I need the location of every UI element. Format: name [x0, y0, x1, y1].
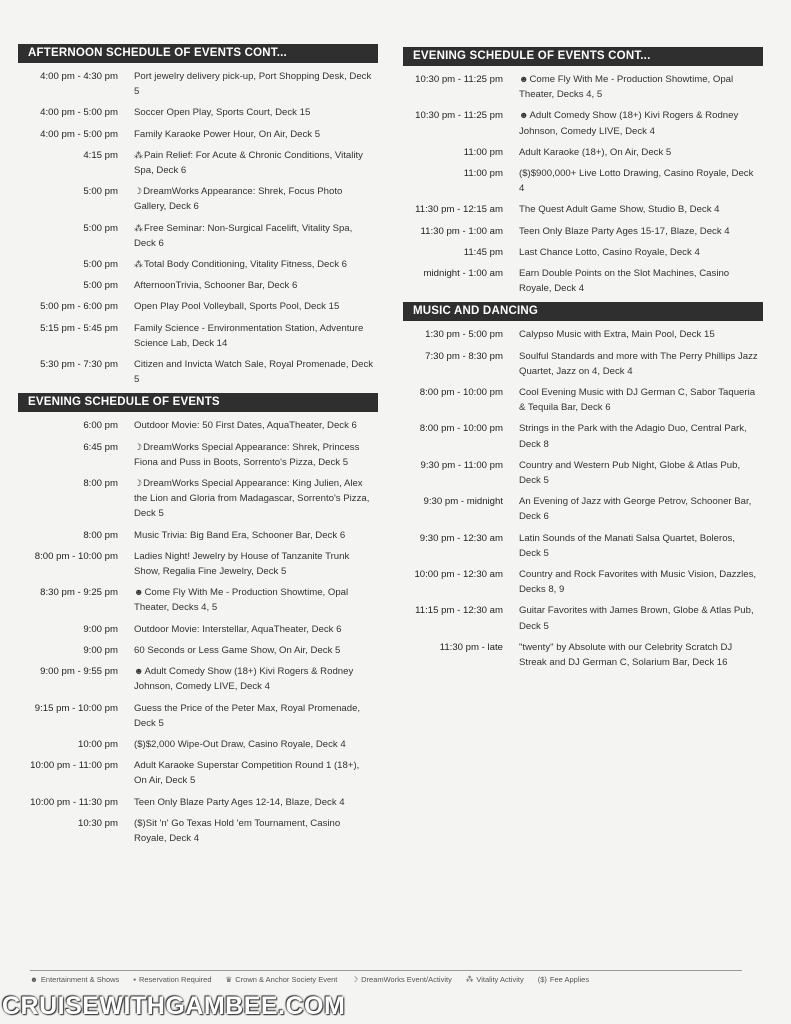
event-description	[519, 224, 763, 239]
event-description	[134, 643, 378, 658]
legend-item	[466, 975, 524, 984]
event-row	[403, 385, 763, 415]
event-description	[134, 257, 378, 272]
event-description	[134, 549, 378, 579]
event-text: ($)Sit 'n' Go Texas Hold 'em Tournament, Casino Royale, Deck 4	[134, 817, 341, 844]
legend-item	[133, 975, 211, 984]
event-row	[18, 278, 378, 293]
event-description	[134, 585, 378, 615]
event-category-icon: ⁂	[134, 259, 143, 270]
legend-icon: ♛	[225, 975, 233, 984]
event-category-icon: ⁂	[134, 222, 143, 233]
event-row	[18, 357, 378, 387]
event-time: 8:00 pm	[83, 529, 118, 541]
event-time: 6:45 pm	[83, 441, 118, 453]
event-time: 11:00 pm	[463, 146, 503, 158]
event-row	[403, 531, 763, 561]
event-text: Guess the Price of the Peter Max, Royal Promenade, Deck 5	[134, 702, 361, 729]
event-description	[519, 166, 763, 196]
left-column	[18, 44, 378, 852]
event-time: 4:00 pm - 5:00 pm	[40, 107, 118, 119]
event-row	[403, 494, 763, 524]
event-time: 9:30 pm - midnight	[423, 496, 503, 508]
event-time: 8:00 pm - 10:00 pm	[34, 550, 118, 562]
event-description	[134, 758, 378, 788]
event-time: 7:30 pm - 8:30 pm	[425, 350, 503, 362]
event-category-icon: ☻	[134, 666, 144, 677]
event-text: Free Seminar: Non-Surgical Facelift, Vitality Spa, Deck 6	[134, 222, 353, 249]
event-row	[18, 221, 378, 251]
event-description	[134, 184, 378, 214]
event-description	[519, 245, 763, 260]
legend-icon: ▪	[133, 975, 136, 984]
event-text: "twenty" by Absolute with our Celebrity Scratch DJ Streak and DJ German C, Solarium Bar, Deck 16	[519, 641, 733, 669]
event-time: 8:00 pm	[83, 478, 118, 490]
event-time: midnight - 1:00 am	[423, 268, 503, 280]
event-row	[18, 585, 378, 615]
event-text: Outdoor Movie: Interstellar, AquaTheater, Deck 6	[134, 623, 342, 635]
event-text: Open Play Pool Volleyball, Sports Pool, Deck 15	[134, 301, 340, 313]
event-text: Latin Sounds of the Manati Salsa Quartet, Boleros, Deck 5	[519, 532, 735, 559]
event-row	[18, 321, 378, 351]
event-description	[519, 202, 763, 217]
event-description	[519, 531, 763, 561]
event-text: Family Science - Environmentation Station, Adventure Science Lab, Deck 14	[134, 322, 364, 349]
event-row	[403, 567, 763, 597]
event-text: Ladies Night! Jewelry by House of Tanzanite Trunk Show, Regalia Fine Jewelry, Deck 5	[134, 550, 350, 578]
event-description	[519, 349, 763, 379]
event-description	[134, 148, 378, 178]
event-description	[134, 664, 378, 694]
event-row	[403, 202, 763, 217]
event-description	[519, 108, 763, 138]
event-row	[18, 549, 378, 579]
event-text: Teen Only Blaze Party Ages 12-14, Blaze, Deck 4	[134, 796, 345, 808]
event-description	[519, 494, 763, 524]
event-text: ($)$2,000 Wipe-Out Draw, Casino Royale, Deck 4	[134, 738, 346, 750]
event-text: Guitar Favorites with James Brown, Globe & Atlas Pub, Deck 5	[519, 605, 754, 632]
event-time: 10:00 pm	[77, 738, 118, 750]
legend-label: Vitality Activity	[476, 975, 524, 984]
event-row	[18, 701, 378, 731]
event-text: Cool Evening Music with DJ German C, Sabor Taqueria & Tequila Bar, Deck 6	[519, 387, 756, 414]
event-description	[134, 737, 378, 752]
legend-icon: ⁂	[465, 975, 474, 984]
event-text: Last Chance Lotto, Casino Royale, Deck 4	[519, 246, 700, 258]
event-row	[18, 816, 378, 846]
event-row	[403, 72, 763, 102]
event-text: DreamWorks Appearance: Shrek, Focus Photo Gallery, Deck 6	[134, 186, 343, 213]
event-row	[403, 224, 763, 239]
event-description	[519, 421, 763, 451]
event-row	[18, 758, 378, 788]
event-description	[134, 440, 378, 470]
event-description	[519, 458, 763, 488]
event-row	[18, 440, 378, 470]
event-time: 5:00 pm	[83, 280, 118, 292]
event-text: Family Karaoke Power Hour, On Air, Deck 5	[134, 128, 321, 140]
event-text: Come Fly With Me - Production Showtime, Opal Theater, Decks 4, 5	[519, 74, 734, 101]
event-row	[18, 184, 378, 214]
event-row	[18, 622, 378, 637]
event-text: DreamWorks Special Appearance: King Julien, Alex the Lion and Gloria from Madagascar, Sorrento's Pizza, Deck 5	[134, 478, 370, 520]
event-time: 10:30 pm	[77, 817, 118, 829]
evening-list	[18, 418, 378, 846]
music-list	[403, 327, 763, 670]
event-row	[18, 418, 378, 433]
evening-cont-list	[403, 72, 763, 296]
legend-label: Crown & Anchor Society Event	[235, 975, 338, 984]
event-time: 10:00 pm - 11:30 pm	[30, 796, 118, 808]
event-text: AfternoonTrivia, Schooner Bar, Deck 6	[134, 280, 298, 292]
event-description	[134, 476, 378, 522]
event-time: 11:00 pm	[463, 168, 503, 180]
event-time: 5:00 pm	[83, 259, 118, 271]
event-text: Soulful Standards and more with The Perry Phillips Jazz Quartet, Jazz on 4, Deck 4	[519, 350, 758, 377]
event-text: Total Body Conditioning, Vitality Fitness, Deck 6	[144, 259, 347, 271]
event-row	[18, 795, 378, 810]
event-time: 10:30 pm - 11:25 pm	[415, 74, 503, 85]
event-text: Port jewelry delivery pick-up, Port Shopping Desk, Deck 5	[134, 71, 372, 98]
legend-label: Entertainment & Shows	[40, 975, 120, 984]
event-category-icon: ☻	[519, 110, 529, 121]
event-description	[134, 105, 378, 120]
event-row	[18, 737, 378, 752]
event-text: Outdoor Movie: 50 First Dates, AquaTheater, Deck 6	[134, 420, 357, 432]
event-description	[519, 145, 763, 160]
event-row	[18, 105, 378, 120]
event-text: ($)$900,000+ Live Lotto Drawing, Casino Royale, Deck 4	[519, 168, 754, 195]
event-description	[519, 567, 763, 597]
event-text: An Evening of Jazz with George Petrov, Schooner Bar, Deck 6	[519, 496, 752, 523]
event-text: 60 Seconds or Less Game Show, On Air, Deck 5	[134, 644, 341, 656]
event-time: 9:30 pm - 11:00 pm	[420, 459, 503, 471]
event-time: 9:00 pm	[83, 644, 118, 656]
event-time: 8:00 pm - 10:00 pm	[419, 387, 503, 399]
event-text: Earn Double Points on the Slot Machines, Casino Royale, Deck 4	[519, 268, 730, 295]
event-row	[403, 640, 763, 670]
legend-icon: ☻	[30, 975, 38, 984]
event-time: 4:00 pm - 4:30 pm	[40, 71, 118, 82]
event-text: The Quest Adult Game Show, Studio B, Deck 4	[519, 204, 720, 216]
event-time: 9:00 pm	[83, 623, 118, 635]
event-description	[134, 221, 378, 251]
event-time: 4:00 pm - 5:00 pm	[40, 128, 118, 140]
event-category-icon: ☽	[134, 441, 143, 452]
legend-label: DreamWorks Event/Activity	[361, 975, 452, 984]
event-row	[403, 603, 763, 633]
event-description	[134, 357, 378, 387]
legend-label: Reservation Required	[138, 975, 212, 984]
event-time: 10:30 pm - 11:25 pm	[415, 110, 503, 122]
event-description	[134, 278, 378, 293]
event-text: Soccer Open Play, Sports Court, Deck 15	[134, 107, 311, 119]
event-time: 10:00 pm - 12:30 am	[414, 569, 503, 581]
event-time: 11:45 pm	[463, 246, 503, 258]
event-description	[519, 327, 763, 342]
event-text: Country and Rock Favorites with Music Vision, Dazzles, Decks 8, 9	[519, 569, 757, 596]
legend-icon: ($)	[537, 975, 547, 984]
event-description	[519, 640, 763, 670]
event-description	[519, 72, 763, 102]
event-time: 11:30 pm - 1:00 am	[420, 225, 503, 237]
event-time: 10:00 pm - 11:00 pm	[30, 760, 118, 772]
event-description	[134, 816, 378, 846]
event-row	[403, 349, 763, 379]
event-row	[403, 108, 763, 138]
event-description	[134, 622, 378, 637]
event-text: Pain Relief: For Acute & Chronic Conditions, Vitality Spa, Deck 6	[134, 149, 363, 177]
watermark: CRUISEWITHGAMBEE.COM	[2, 992, 346, 1020]
event-time: 4:15 pm	[83, 149, 118, 161]
event-time: 11:30 pm - late	[439, 641, 503, 653]
legend-item	[226, 975, 338, 984]
evening-header: EVENING SCHEDULE OF EVENTS	[18, 393, 378, 412]
event-row	[18, 664, 378, 694]
event-time: 5:00 pm - 6:00 pm	[40, 301, 118, 313]
music-header: MUSIC AND DANCING	[403, 302, 763, 321]
event-description	[134, 299, 378, 314]
legend-item	[30, 975, 119, 984]
event-time: 5:00 pm	[83, 186, 118, 198]
event-row	[403, 327, 763, 342]
event-time: 11:15 pm - 12:30 am	[415, 605, 503, 617]
event-row	[18, 69, 378, 99]
event-time: 11:30 pm - 12:15 am	[415, 204, 503, 216]
evening-cont-header: EVENING SCHEDULE OF EVENTS CONT...	[403, 47, 763, 66]
event-row	[18, 257, 378, 272]
event-description	[134, 701, 378, 731]
event-time: 8:30 pm - 9:25 pm	[40, 587, 118, 599]
event-time: 1:30 pm - 5:00 pm	[425, 329, 503, 341]
event-time: 6:00 pm	[83, 420, 118, 432]
event-row	[403, 421, 763, 451]
event-time: 8:00 pm - 10:00 pm	[419, 423, 503, 435]
event-time: 9:00 pm - 9:55 pm	[40, 666, 118, 678]
event-text: Adult Comedy Show (18+) Kivi Rogers & Rodney Johnson, Comedy LIVE, Deck 4	[519, 110, 739, 137]
event-category-icon: ☽	[134, 478, 143, 489]
event-category-icon: ⁂	[134, 149, 143, 160]
event-text: Strings in the Park with the Adagio Duo, Central Park, Deck 8	[519, 423, 747, 450]
event-text: Adult Karaoke (18+), On Air, Deck 5	[519, 146, 672, 158]
event-description	[134, 321, 378, 351]
event-description	[519, 385, 763, 415]
event-text: Citizen and Invicta Watch Sale, Royal Promenade, Deck 5	[134, 359, 374, 386]
event-time: 9:30 pm - 12:30 am	[419, 532, 503, 544]
event-category-icon: ☻	[134, 587, 144, 598]
event-time: 5:15 pm - 5:45 pm	[40, 322, 118, 334]
right-column	[403, 47, 763, 676]
event-row	[18, 528, 378, 543]
legend-icon: ☽	[351, 975, 359, 984]
event-time: 5:00 pm	[83, 222, 118, 234]
afternoon-list	[18, 69, 378, 387]
event-category-icon: ☻	[519, 74, 529, 84]
event-row	[18, 127, 378, 142]
event-row	[403, 166, 763, 196]
event-text: Calypso Music with Extra, Main Pool, Deck 15	[519, 329, 715, 341]
event-text: Adult Karaoke Superstar Competition Round 1 (18+), On Air, Deck 5	[134, 760, 360, 787]
legend-item	[351, 975, 451, 984]
legend-item	[538, 975, 589, 984]
event-text: Music Trivia: Big Band Era, Schooner Bar, Deck 6	[134, 529, 346, 541]
event-text: Teen Only Blaze Party Ages 15-17, Blaze, Deck 4	[519, 225, 730, 237]
event-description	[134, 528, 378, 543]
event-text: Come Fly With Me - Production Showtime, Opal Theater, Decks 4, 5	[134, 587, 349, 614]
legend-label: Fee Applies	[549, 975, 590, 984]
event-description	[134, 795, 378, 810]
event-text: Adult Comedy Show (18+) Kivi Rogers & Rodney Johnson, Comedy LIVE, Deck 4	[134, 666, 354, 693]
event-text: DreamWorks Special Appearance: Shrek, Princess Fiona and Puss in Boots, Sorrento's Pizza, Deck 5	[134, 441, 360, 468]
event-row	[403, 245, 763, 260]
event-time: 5:30 pm - 7:30 pm	[40, 359, 118, 371]
event-description	[519, 603, 763, 633]
event-description	[134, 127, 378, 142]
event-row	[403, 458, 763, 488]
afternoon-header: AFTERNOON SCHEDULE OF EVENTS CONT...	[18, 44, 378, 63]
event-description	[134, 418, 378, 433]
event-row	[403, 266, 763, 296]
event-row	[18, 476, 378, 522]
event-description	[519, 266, 763, 296]
event-row	[18, 299, 378, 314]
event-time: 9:15 pm - 10:00 pm	[34, 702, 118, 714]
event-text: Country and Western Pub Night, Globe & Atlas Pub, Deck 5	[519, 459, 741, 487]
event-row	[18, 148, 378, 178]
event-row	[18, 643, 378, 658]
legend	[30, 970, 742, 984]
event-category-icon: ☽	[134, 186, 143, 197]
event-row	[403, 145, 763, 160]
event-description	[134, 69, 378, 99]
